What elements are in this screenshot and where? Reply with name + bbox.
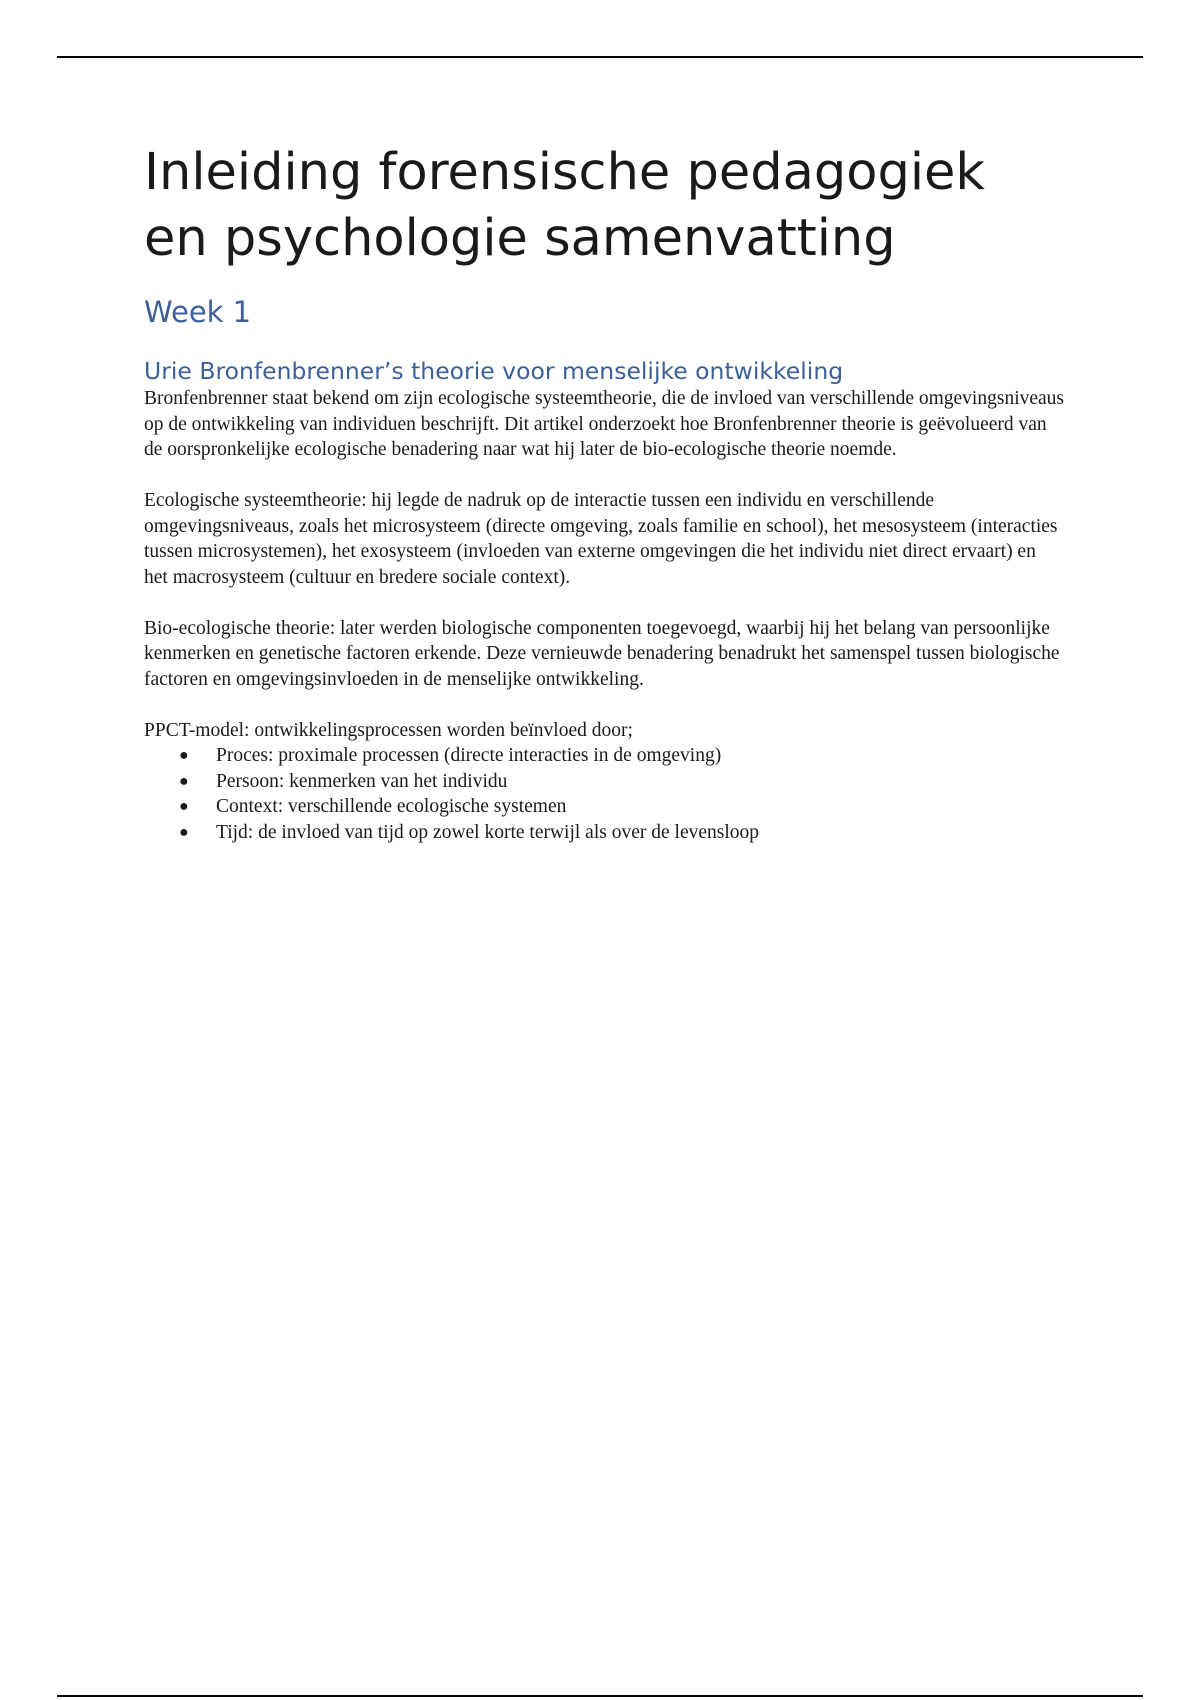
list-item-text: Proces: proximale processen (directe interacties in de omgeving) — [216, 745, 722, 766]
list-item-text: Persoon: kenmerken van het individu — [216, 770, 508, 792]
paragraph-ppct-model: PPCT-model: ontwikkelingsprocessen worden beïnvloed door; — [144, 719, 633, 741]
list-item — [144, 769, 1064, 795]
ppct-bullet-list — [144, 743, 1064, 845]
list-item — [144, 794, 1064, 820]
paragraph-ecological-theory: Ecologische systeemtheorie: hij legde de nadruk op de interactie tussen een individu en verschillende omgevingsniveaus, zoals het microsysteem (directe omgeving, zoals familie en school), het mesosysteem (interacties tussen microsystemen), het exosysteem (invloeden van externe omgevingen die het individu niet direct ervaart) en het macrosysteem (cultuur en bredere sociale context). — [144, 490, 1058, 588]
section-heading: Urie Bronfenbrenner’s theorie voor menselijke ontwikkeling — [144, 357, 844, 385]
header-rule — [57, 56, 1143, 58]
paragraph-bio-ecological-theory: Bio-ecologische theorie: later werden biologische componenten toegevoegd, waarbij hij het belang van persoonlijke kenmerken en genetische factoren erkende. Deze vernieuwde benadering benadrukt het samenspel tussen biologische factoren en omgevingsinvloeden in de menselijke ontwikkeling. — [144, 617, 1060, 690]
bullet-icon: ● — [179, 772, 189, 790]
list-item-text: Context: verschillende ecologische systemen — [216, 796, 567, 817]
list-item-text: Tijd: de invloed van tijd op zowel korte terwijl als over de levensloop — [216, 821, 760, 843]
paragraph-intro: Bronfenbrenner staat bekend om zijn ecologische systeemtheorie, die de invloed van verschillende omgevingsniveaus op de ontwikkeling van individuen beschrijft. Dit artikel onderzoekt hoe Bronfenbrenner theorie is geëvolueerd van de oorspronkelijke ecologische benadering naar wat hij later de bio-ecologische theorie noemde. — [144, 388, 1065, 460]
bullet-icon: ● — [179, 798, 189, 815]
document-body — [144, 140, 1064, 845]
list-item — [144, 743, 1064, 769]
footer-rule — [57, 1695, 1143, 1697]
title-line-1: Inleiding forensische pedagogiek — [144, 143, 985, 202]
document-title — [144, 140, 1064, 272]
bullet-icon: ● — [179, 747, 189, 764]
title-line-2: en psychologie samenvatting — [144, 209, 896, 268]
bullet-icon: ● — [179, 823, 189, 841]
week-heading: Week 1 — [144, 295, 252, 329]
list-item — [144, 820, 1064, 846]
